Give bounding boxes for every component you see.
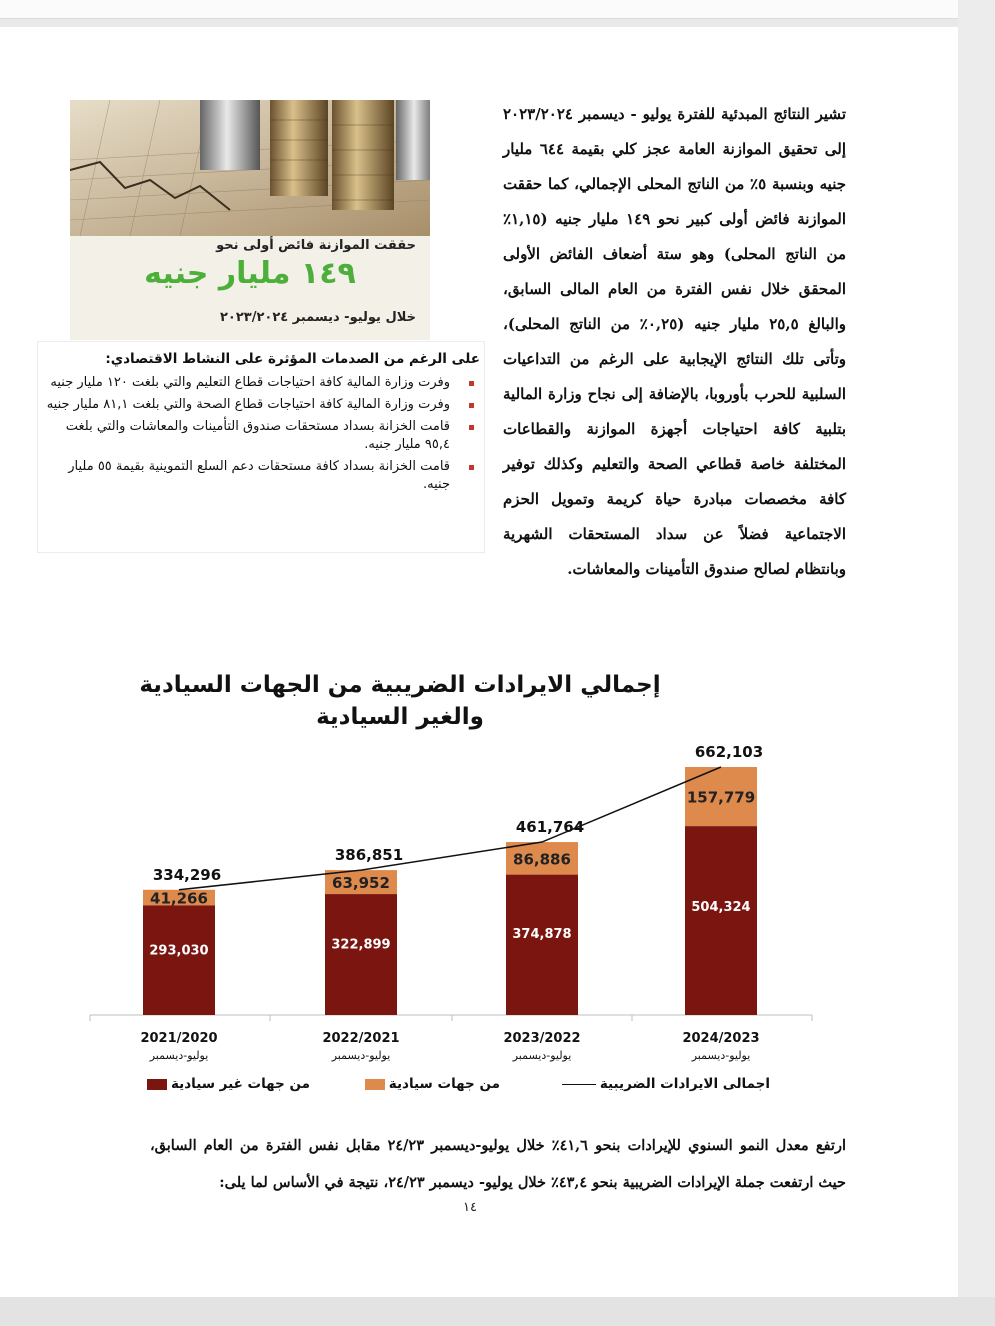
highlight-amount: ١٤٩ مليار جنيه <box>144 256 356 291</box>
intro-paragraph: تشير النتائج المبدئية للفترة يوليو - ديسمبر ٢٠٢٣/٢٠٢٤ إلى تحقيق الموازنة العامة عجز كلي بقيمة ٦٤٤ مليار جنيه وبنسبة ٥٪ من الناتج المحلى الإجمالي، كما حققت الموازنة فائض أولى كبير نحو ١٤٩ مليار جنيه (١,١٥٪ من الناتج المحلى) وهو ستة أضعاف الفائض الأولى المحقق خلال نفس الفترة من العام المالى السابق، والبالغ ٢٥,٥ مليار جنيه (٠,٢٥٪ من الناتج المحلى)، وتأتى تلك النتائج الإيجابية على الرغم من التداعيات السلبية للحرب بأوروبا، بالإضافة إلى نجاح وزارة المالية بتلبية كافة احتياجات أجهزة الموازنة والقطاعات المختلفة خاصة قطاعي الصحة والتعليم وكذلك توفير كافة مخصصات مبادرة حياة كريمة وتمويل الحزم الاجتماعية فضلاً عن سداد المستحقات الشهرية وبانتظام لصالح صندوق التأمينات والمعاشات. <box>503 105 846 578</box>
legend-swatch-sovereign <box>365 1079 385 1090</box>
data-label-total: 461,764 <box>515 818 585 837</box>
data-label-total: 334,296 <box>152 865 222 884</box>
data-label-non-sovereign: 322,899 <box>331 937 391 953</box>
legend-swatch-non-sovereign <box>147 1079 167 1090</box>
data-label-sovereign: 63,952 <box>332 874 390 893</box>
x-tick-sublabel: يوليو-ديسمبر <box>331 1049 391 1062</box>
x-tick-sublabel: يوليو-ديسمبر <box>512 1049 572 1062</box>
x-tick-label: 2024/2023 <box>682 1031 760 1046</box>
legend-item-sovereign: من جهات سيادية <box>365 1076 500 1092</box>
data-label-sovereign: 157,779 <box>686 788 756 807</box>
list-item: قامت الخزانة بسداد كافة مستحقات دعم السلع التموينية بقيمة ٥٥ مليار جنيه. <box>44 458 480 494</box>
data-label-sovereign: 41,266 <box>150 889 208 908</box>
chart-title: إجمالي الايرادات الضريبية من الجهات السيادية والغير السيادية <box>139 672 661 730</box>
x-tick-sublabel: يوليو-ديسمبر <box>149 1049 209 1062</box>
bar-non-sovereign <box>506 875 578 1015</box>
legend-item-non-sovereign: من جهات غير سيادية <box>147 1076 310 1092</box>
data-label-non-sovereign: 293,030 <box>149 943 209 959</box>
page-number: ١٤ <box>463 1200 477 1215</box>
x-tick-label: 2022/2021 <box>322 1031 400 1046</box>
data-label-non-sovereign: 504,324 <box>691 900 751 916</box>
total-tax-line <box>179 767 721 893</box>
data-label-non-sovereign: 374,878 <box>512 926 572 942</box>
data-label-total: 386,851 <box>334 846 404 865</box>
data-label-total: 662,103 <box>694 743 764 761</box>
highlight-period: خلال يوليو- ديسمبر ٢٠٢٣/٢٠٢٤ <box>220 310 416 325</box>
x-tick-sublabel: يوليو-ديسمبر <box>691 1049 751 1062</box>
list-item: وفرت وزارة المالية كافة احتياجات قطاع الصحة والتي بلغت ٨١,١ مليار جنيه <box>44 396 480 414</box>
highlight-line1: حققت الموازنة فائض أولى نحو <box>216 238 416 253</box>
legend-item-total: اجمالى الايرادات الضريبية <box>562 1076 770 1092</box>
shocks-heading: على الرغم من الصدمات المؤثرة على النشاط الاقتصادي: <box>105 351 480 367</box>
legend-line-swatch <box>562 1084 596 1085</box>
x-tick-label: 2023/2022 <box>503 1031 581 1046</box>
list-item: قامت الخزانة بسداد مستحقات صندوق التأمينات والمعاشات والتي بلغت ٩٥,٤ مليار جنيه. <box>44 418 480 454</box>
bar-non-sovereign <box>685 826 757 1015</box>
footer-paragraph: ارتفع معدل النمو السنوي للإيرادات بنحو ٤١,٦٪ خلال يوليو-ديسمبر ٢٤/٢٣ مقابل نفس الفترة من العام السابق، حيث ارتفعت جملة الإيرادات الضريبية بنحو ٤٣,٤٪ خلال يوليو- ديسمبر ٢٤/٢٣، نتيجة في الأساس لما يلى: <box>150 1137 846 1191</box>
bar-non-sovereign <box>143 905 215 1015</box>
data-label-sovereign: 86,886 <box>513 850 571 869</box>
x-tick-label: 2021/2020 <box>140 1031 218 1046</box>
list-item: وفرت وزارة المالية كافة احتياجات قطاع التعليم والتي بلغت ١٢٠ مليار جنيه <box>44 374 480 392</box>
bar-non-sovereign <box>325 894 397 1015</box>
chart-legend <box>120 1076 770 1102</box>
